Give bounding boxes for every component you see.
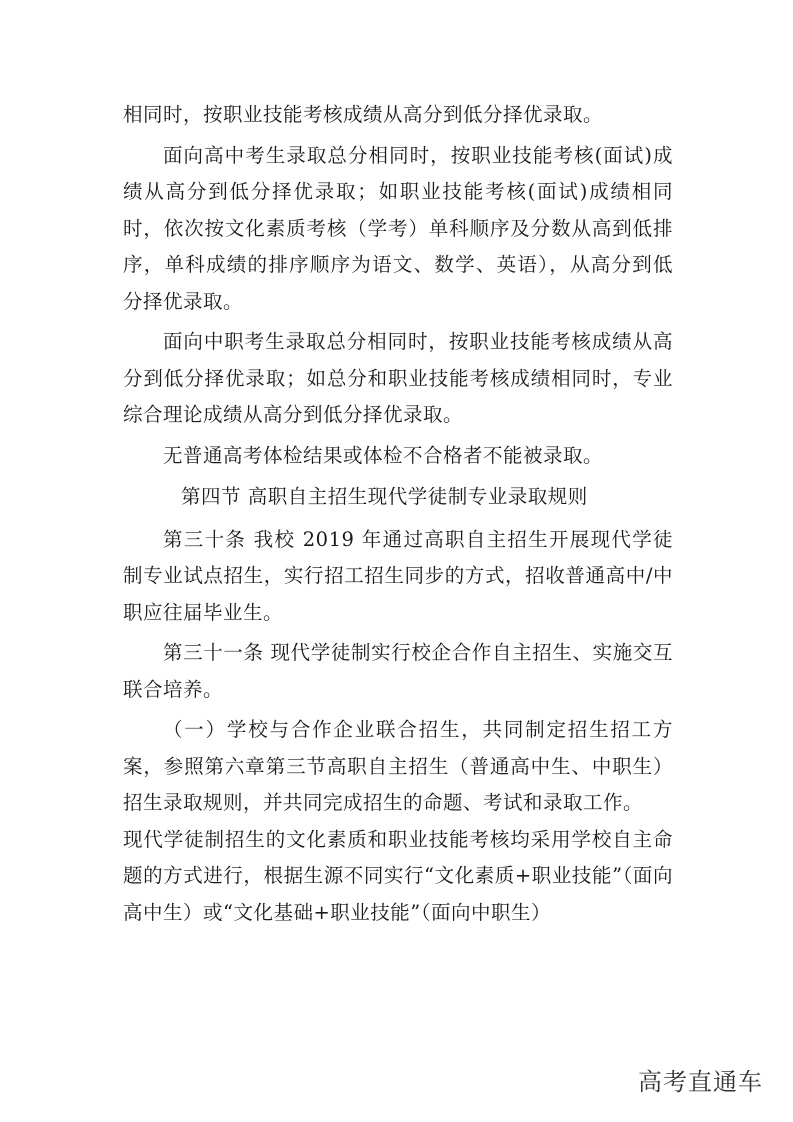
- paragraph-medical-exam: 无普通高考体检结果或体检不合格者不能被录取。: [163, 443, 604, 467]
- paragraph-vocational-tiebreak: 面向中职考生录取总分相同时，按职业技能考核成绩从高分到低分择优录取；如总分和职业技能考核成绩相同时，专业综合理论成绩从高分到低分择优录取。: [123, 330, 673, 426]
- article-30: 第三十条 我校 2019 年通过高职自主招生开展现代学徒制专业试点招生，实行招工招生同步的方式，招收普通高中/中职应往届毕业生。: [123, 527, 673, 624]
- paragraph-high-school-tiebreak: 面向高中考生录取总分相同时，按职业技能考核(面试)成绩从高分到低分择优录取；如职业技能考核(面试)成绩相同时，依次按文化素质考核（学考）单科顺序及分数从高到低排序，单科成绩的排序顺序为语文、数学、英语），从高分到低分择优录取。: [123, 143, 673, 313]
- article-31-item-1-continued: 现代学徒制招生的文化素质和职业技能考核均采用学校自主命题的方式进行，根据生源不同实行“文化素质+职业技能”（面向高中生）或“文化基础+职业技能”（面向中职生）: [123, 827, 673, 924]
- section-heading: 第四节 高职自主招生现代学徒制专业录取规则: [181, 485, 588, 508]
- article-31: 第三十一条 现代学徒制实行校企合作自主招生、实施交互联合培养。: [123, 641, 673, 701]
- paragraph-continuation: 相同时，按职业技能考核成绩从高分到低分择优录取。: [123, 103, 604, 126]
- document-body: [123, 97, 673, 931]
- article-31-item-1: （一）学校与合作企业联合招生，共同制定招生招工方案，参照第六章第三节高职自主招生（普通高中生、中职生）招生录取规则，并共同完成招生的命题、考试和录取工作。: [123, 718, 673, 814]
- watermark-logo-text: 高考直通车: [638, 1068, 763, 1096]
